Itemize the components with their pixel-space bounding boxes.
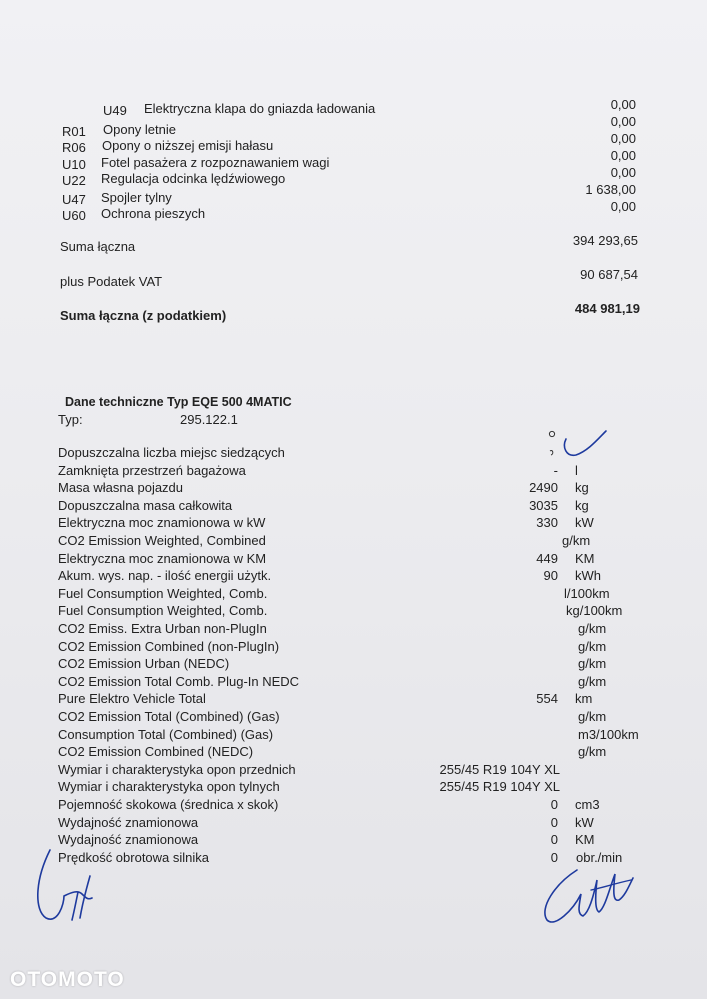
spec-unit: g/km bbox=[578, 673, 607, 689]
signature-right bbox=[535, 850, 645, 930]
spec-value: 255/45 R19 104Y XL bbox=[439, 779, 560, 795]
spec-unit: g/km bbox=[578, 656, 607, 672]
spec-unit: kWh bbox=[575, 568, 601, 584]
option-label: Regulacja odcinka lędźwiowego bbox=[101, 171, 286, 186]
sum-label: Suma łączna bbox=[60, 239, 136, 254]
spec-label: Consumption Total (Combined) (Gas) bbox=[58, 726, 274, 742]
option-code: U22 bbox=[62, 173, 86, 188]
spec-value: 90 bbox=[543, 568, 558, 584]
tech-heading: Dane techniczne Typ EQE 500 4MATIC bbox=[65, 395, 292, 409]
option-price: 1 638,00 bbox=[585, 182, 636, 197]
spec-label: Fuel Consumption Weighted, Comb. bbox=[58, 603, 268, 619]
spec-label: Fuel Consumption Weighted, Comb. bbox=[58, 585, 268, 601]
spec-label: Elektryczna moc znamionowa w kW bbox=[58, 515, 266, 531]
option-price: 0,00 bbox=[610, 148, 636, 163]
sum-value: 394 293,65 bbox=[572, 233, 638, 248]
spec-label: Wydajność znamionowa bbox=[58, 832, 199, 848]
spec-value: 0 bbox=[550, 849, 558, 865]
option-label: Ochrona pieszych bbox=[101, 206, 206, 221]
spec-label: CO2 Emission Total (Combined) (Gas) bbox=[58, 709, 280, 724]
spec-unit: l bbox=[575, 462, 578, 478]
spec-unit: cm3 bbox=[575, 797, 600, 812]
gross-label: Suma łączna (z podatkiem) bbox=[60, 308, 227, 323]
option-price: 0,00 bbox=[610, 97, 636, 112]
option-code: U60 bbox=[62, 208, 86, 223]
spec-unit: KM bbox=[575, 832, 595, 848]
spec-label: CO2 Emission Total Comb. Plug-In NEDC bbox=[58, 673, 300, 689]
option-label: Opony letnie bbox=[103, 122, 176, 137]
spec-label: Pojemność skokowa (średnica x skok) bbox=[58, 797, 279, 812]
option-label: Elektryczna klapa do gniazda ładowania bbox=[144, 101, 376, 116]
otomoto-watermark: OTOMOTO bbox=[10, 968, 125, 991]
spec-unit: kg/100km bbox=[566, 603, 623, 619]
spec-unit: g/km bbox=[578, 744, 607, 760]
option-code: R01 bbox=[62, 124, 86, 139]
option-label: Opony o niższej emisji hałasu bbox=[102, 138, 274, 153]
spec-label: Dopuszczalna masa całkowita bbox=[58, 497, 233, 513]
spec-label: Wymiar i charakterystyka opon tylnych bbox=[58, 779, 280, 795]
option-label: Fotel pasażera z rozpoznawaniem wagi bbox=[101, 155, 330, 170]
spec-unit: m3/100km bbox=[578, 726, 639, 742]
type-label: Typ: bbox=[58, 412, 83, 427]
handwritten-checkmark bbox=[500, 425, 620, 475]
spec-value: 3035 bbox=[529, 497, 558, 513]
spec-label: Wydajność znamionowa bbox=[58, 814, 199, 830]
spec-label: CO2 Emission Weighted, Combined bbox=[58, 533, 266, 548]
option-label: Spojler tylny bbox=[101, 190, 172, 205]
spec-unit: kg bbox=[575, 497, 589, 513]
spec-value: 0 bbox=[550, 797, 558, 812]
spec-unit: l/100km bbox=[564, 585, 610, 601]
spec-label: CO2 Emission Urban (NEDC) bbox=[58, 656, 230, 672]
spec-label: Dopuszczalna liczba miejsc siedzących bbox=[58, 445, 285, 460]
option-code: U49 bbox=[103, 103, 127, 118]
spec-label: CO2 Emission Combined (non-PlugIn) bbox=[58, 638, 280, 654]
spec-unit: g/km bbox=[578, 709, 607, 724]
option-price: 0,00 bbox=[610, 165, 636, 180]
option-code: R06 bbox=[62, 140, 86, 155]
vat-label: plus Podatek VAT bbox=[60, 274, 163, 289]
spec-unit: kW bbox=[575, 515, 594, 531]
spec-label: Pure Elektro Vehicle Total bbox=[58, 691, 206, 707]
spec-label: CO2 Emiss. Extra Urban non-PlugIn bbox=[58, 621, 267, 636]
gross-value: 484 981,19 bbox=[574, 301, 640, 316]
spec-unit: kg bbox=[575, 480, 589, 496]
spec-label: Prędkość obrotowa silnika bbox=[58, 849, 210, 865]
spec-label: Akum. wys. nap. - ilość energii użytk. bbox=[58, 568, 272, 584]
spec-label: Zamknięta przestrzeń bagażowa bbox=[58, 462, 246, 478]
spec-unit: g/km bbox=[578, 638, 607, 654]
option-code: U10 bbox=[62, 157, 86, 172]
spec-unit: g/km bbox=[578, 621, 607, 636]
option-price: 0,00 bbox=[610, 131, 636, 146]
spec-value: 330 bbox=[536, 515, 558, 531]
spec-value: 0 bbox=[550, 832, 558, 848]
type-value: 295.122.1 bbox=[180, 412, 238, 427]
spec-unit: g/km bbox=[562, 533, 591, 548]
spec-label: Elektryczna moc znamionowa w KM bbox=[58, 550, 267, 566]
spec-label: Masa własna pojazdu bbox=[58, 480, 184, 496]
option-price: 0,00 bbox=[610, 114, 636, 129]
option-code: U47 bbox=[62, 192, 86, 207]
spec-value: 255/45 R19 104Y XL bbox=[439, 761, 560, 777]
vat-value: 90 687,54 bbox=[580, 267, 638, 282]
spec-value: - bbox=[553, 462, 558, 478]
spec-unit: kW bbox=[575, 814, 594, 830]
spec-unit: obr./min bbox=[576, 849, 623, 865]
option-price: 0,00 bbox=[610, 199, 636, 214]
spec-value: 0 bbox=[550, 814, 558, 830]
spec-unit: KM bbox=[575, 550, 595, 566]
spec-label: Wymiar i charakterystyka opon przednich bbox=[58, 761, 296, 777]
spec-value: 554 bbox=[536, 691, 558, 707]
spec-label: CO2 Emission Combined (NEDC) bbox=[58, 744, 254, 760]
spec-unit: km bbox=[575, 691, 593, 707]
spec-value: 2490 bbox=[529, 480, 558, 496]
spec-value: 449 bbox=[536, 550, 558, 566]
signature-left bbox=[30, 840, 140, 930]
